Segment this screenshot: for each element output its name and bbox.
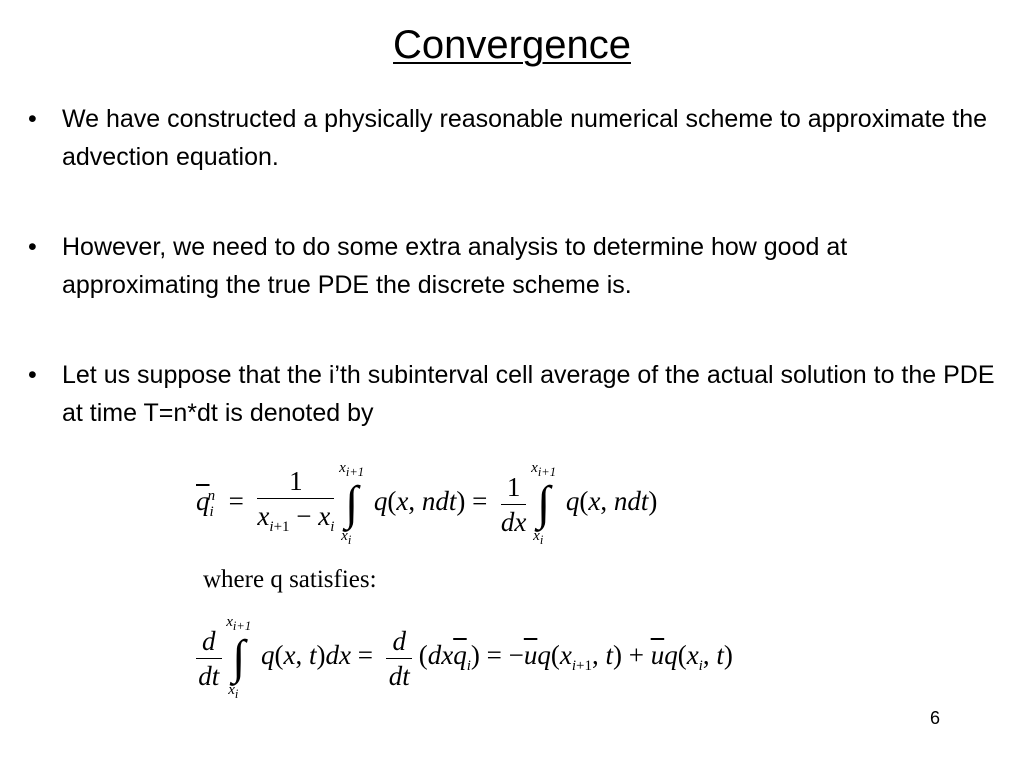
bullet-marker: • (28, 361, 37, 389)
slide-title: Convergence (393, 23, 631, 67)
bullet-text: Let us suppose that the i’th subinterval cell average of the actual solution to the PDE at time T=n*dt is denoted by (62, 361, 995, 427)
bullet-list (28, 100, 1008, 432)
bullet-text: We have constructed a physically reasonable numerical scheme to approximate the advection equation. (62, 105, 988, 171)
bullet-marker: • (28, 233, 37, 261)
evolution-equation: $\frac{d}{dt}$ $x_{i+1}$ ∫ $x_i$ q(x, t)dx = $\frac{d}{dt}$ $(dx\overline{q}_i) = -\overline{u}q(x_{i+1}$, $t) + \overline{u}q(x_i$, t) (196, 614, 733, 702)
bullet-text: However, we need to do some extra analysis to determine how good at approximating the true PDE the discrete scheme is. (62, 233, 848, 299)
bullet-item (28, 228, 1008, 304)
page-number: 6 (929, 708, 940, 728)
bullet-marker: • (28, 105, 37, 133)
bullet-item (28, 100, 1008, 176)
where-text: where q satisfies: (203, 566, 377, 593)
bullet-item (28, 356, 1008, 432)
cell-average-equation: $\overline{q}_i^n$ = $\frac{1}{x_{i+1} - x_i}$ $x_{i+1}$ ∫ $x_i$ q(x, ndt) = $\frac{1}{dx}$ $x_{i+1}$ ∫ $x_i$ q(x, ndt) (196, 460, 658, 547)
